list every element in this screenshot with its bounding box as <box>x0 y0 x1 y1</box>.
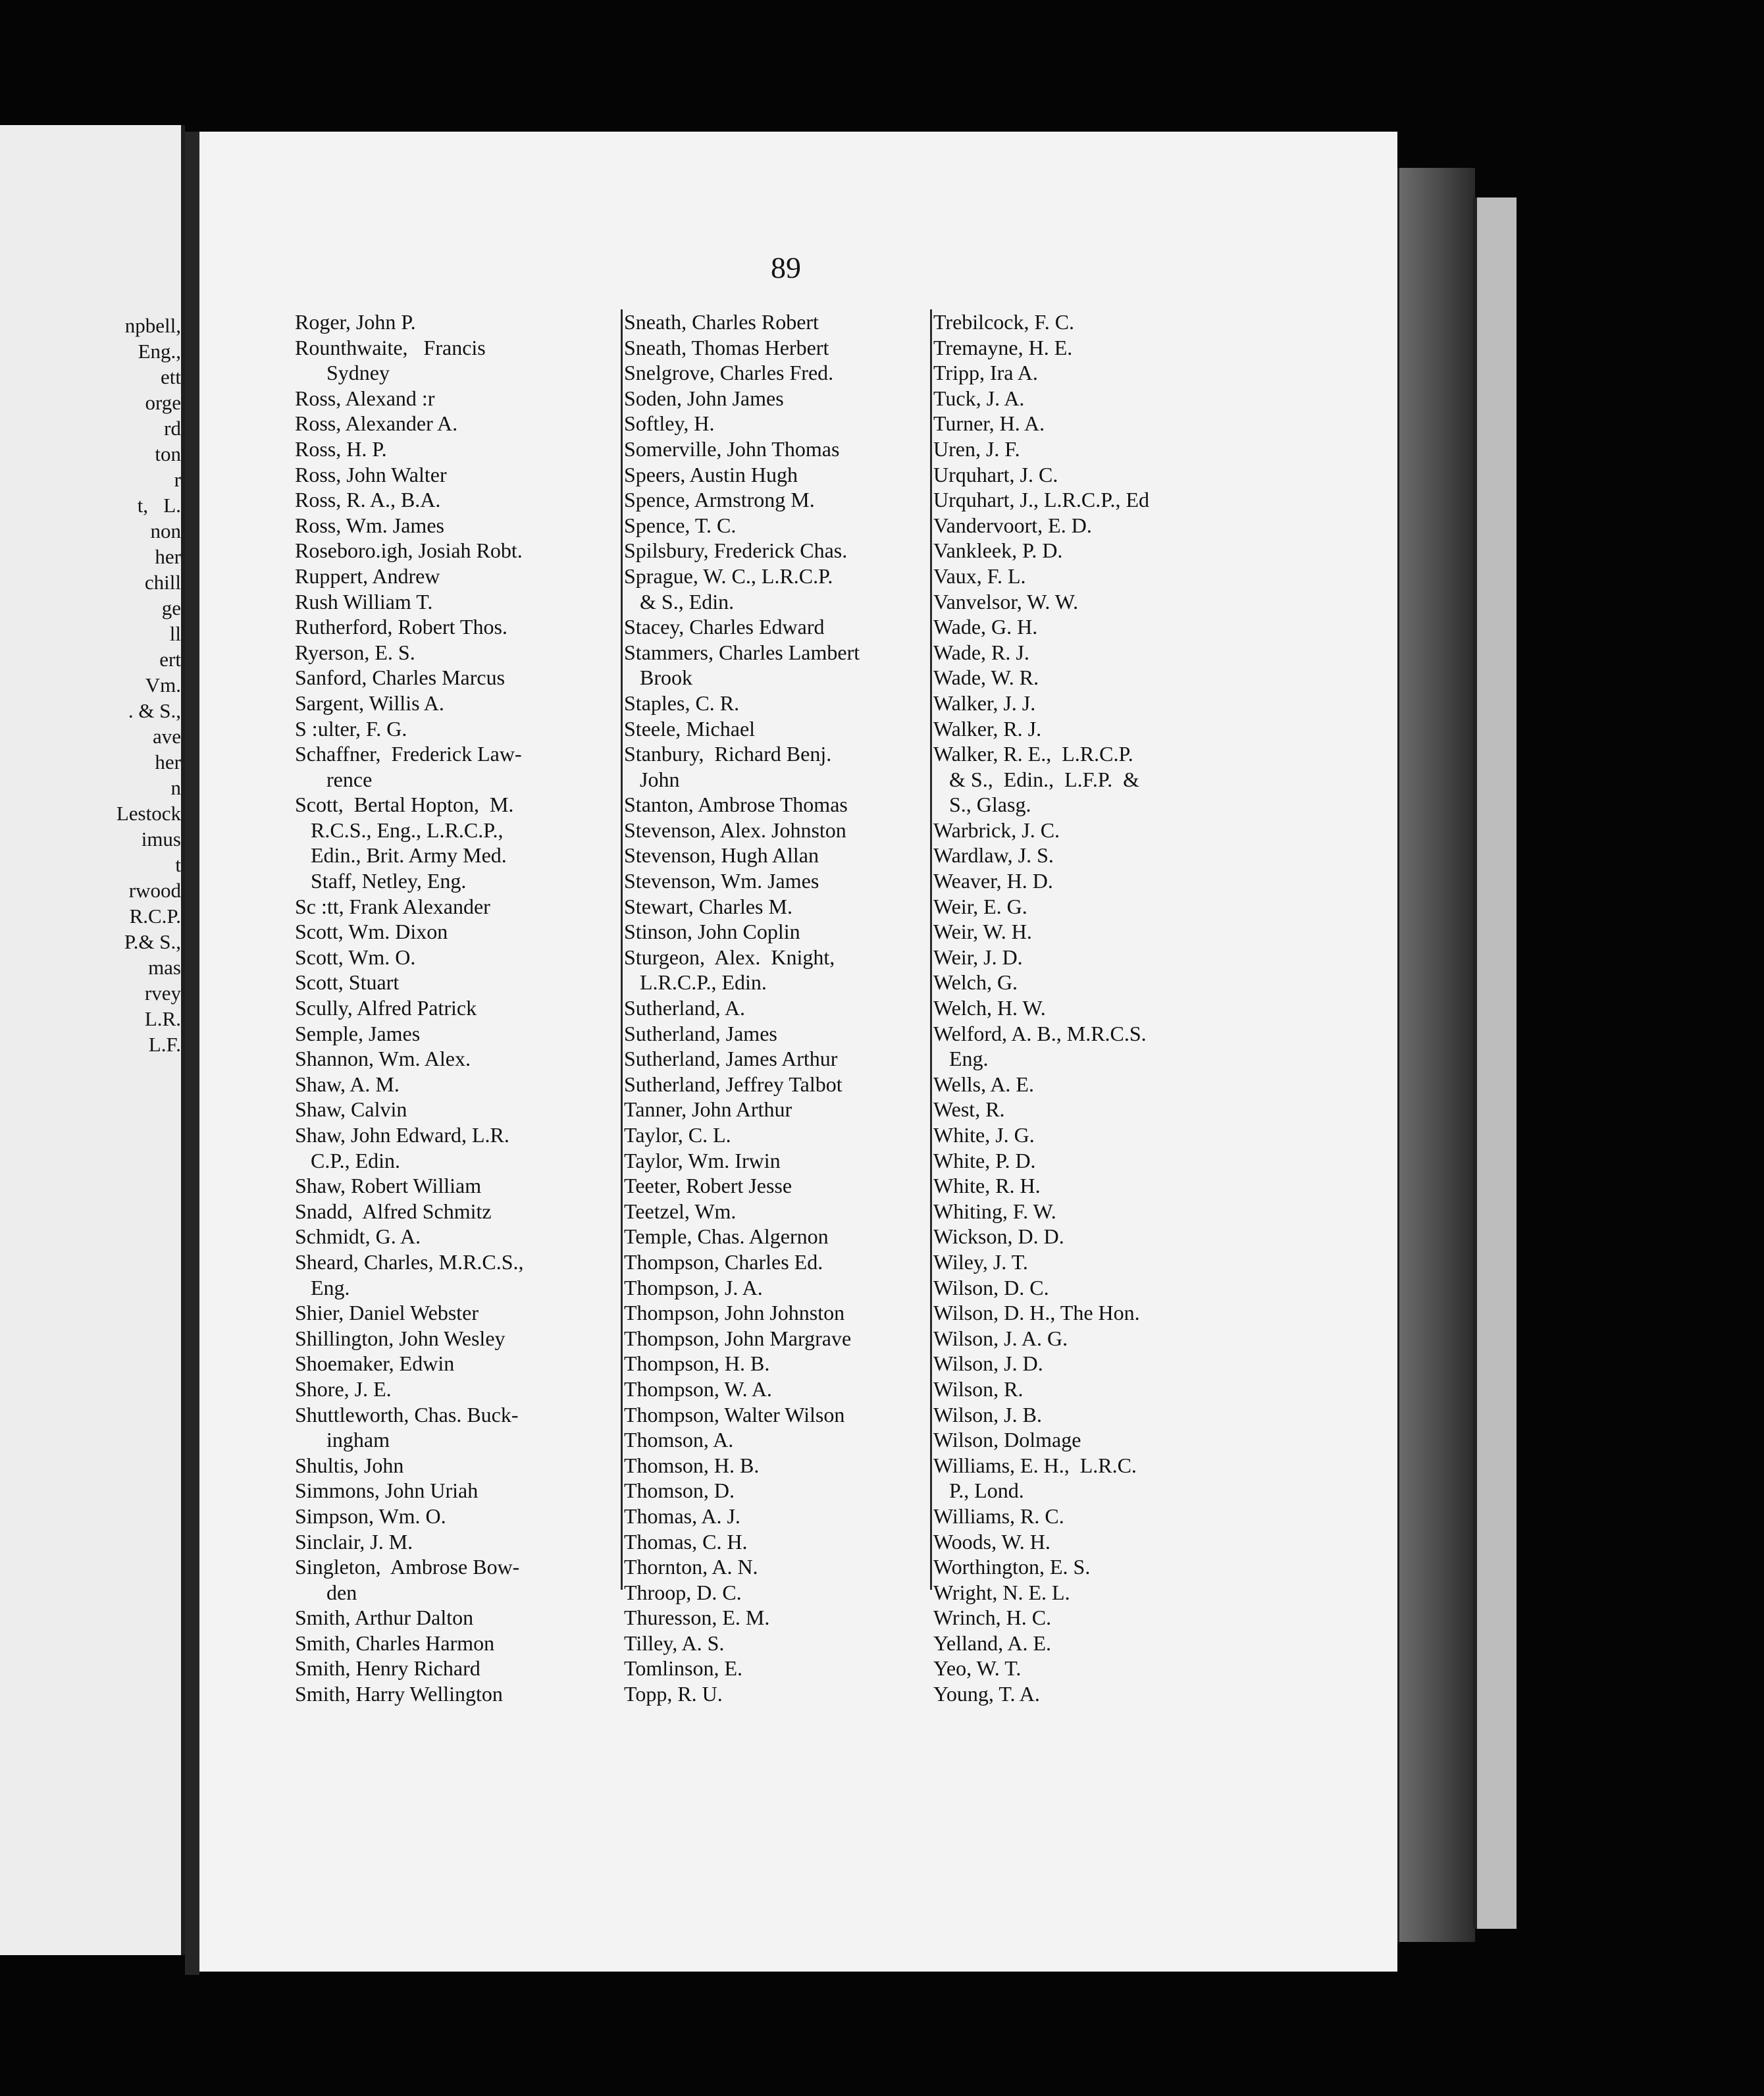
list-item: Stammers, Charles Lambert <box>624 640 860 664</box>
list-item: P., Lond. <box>933 1479 1024 1503</box>
left-fragment-line: her <box>155 545 181 568</box>
list-item: Schaffner, Frederick Law- <box>295 742 522 766</box>
left-fragment-line: non <box>150 519 181 542</box>
list-item: Tremayne, H. E. <box>933 335 1073 359</box>
list-item: Snadd, Alfred Schmitz <box>295 1199 492 1223</box>
list-item: Scott, Wm. O. <box>295 945 416 969</box>
list-item: Wilson, R. <box>933 1376 1024 1401</box>
list-item: Scott, Bertal Hopton, M. <box>295 793 514 817</box>
list-item: Rutherford, Robert Thos. <box>295 615 507 639</box>
list-item: Smith, Charles Harmon <box>295 1631 495 1655</box>
list-item: Wardlaw, J. S. <box>933 843 1054 868</box>
list-item: Smith, Henry Richard <box>295 1656 480 1681</box>
list-item: Wickson, D. D. <box>933 1224 1064 1249</box>
list-item: Sutherland, A. <box>624 996 745 1020</box>
list-item: Spilsbury, Frederick Chas. <box>624 538 848 563</box>
list-item: Stevenson, Alex. Johnston <box>624 818 846 842</box>
list-item: Weir, J. D. <box>933 945 1023 969</box>
left-fragment-line: P.& S., <box>124 930 181 953</box>
left-fragment-line: her <box>155 750 181 773</box>
list-item: Young, T. A. <box>933 1682 1040 1706</box>
list-item: Wilson, D. C. <box>933 1275 1049 1299</box>
list-item: Sneath, Charles Robert <box>624 310 819 334</box>
list-item: Shuttleworth, Chas. Buck- <box>295 1402 519 1427</box>
list-item: Throop, D. C. <box>624 1580 742 1604</box>
list-item: S., Glasg. <box>933 793 1031 817</box>
list-item: Spence, Armstrong M. <box>624 488 815 512</box>
list-item: John <box>624 767 680 791</box>
left-fragment-line: Vm. <box>145 673 181 696</box>
list-item: Ross, Alexander A. <box>295 411 458 436</box>
left-fragment-line: imus <box>141 827 181 851</box>
list-item: Steele, Michael <box>624 716 756 741</box>
list-item: Urquhart, J. C. <box>933 462 1058 486</box>
list-item: Wade, G. H. <box>933 615 1038 639</box>
list-item: Eng. <box>295 1275 350 1299</box>
left-fragment-line: rd <box>164 417 181 440</box>
list-item: Softley, H. <box>624 411 715 436</box>
list-item: Thomson, H. B. <box>624 1453 760 1477</box>
list-item: White, J. G. <box>933 1123 1035 1147</box>
list-item: Soden, John James <box>624 386 784 410</box>
left-fragment-line: L.F. <box>148 1033 181 1056</box>
list-item: Smith, Arthur Dalton <box>295 1606 474 1630</box>
list-item: Sydney <box>295 361 390 385</box>
left-fragment-line: Eng., <box>138 340 181 363</box>
list-item: Walker, R. E., L.R.C.P. <box>933 742 1133 766</box>
left-fragment-line: ge <box>161 596 181 619</box>
left-fragment-line: . & S., <box>128 699 181 722</box>
list-item: Stewart, Charles M. <box>624 894 792 918</box>
left-fragment-line: n <box>170 776 181 799</box>
list-item: Woods, W. H. <box>933 1529 1051 1554</box>
list-item: Brook <box>624 666 692 690</box>
list-item: Sturgeon, Alex. Knight, <box>624 945 835 969</box>
left-fragment-line: ton <box>155 442 181 465</box>
left-fragment-line: ett <box>161 365 181 388</box>
list-item: Wells, A. E. <box>933 1072 1034 1096</box>
list-item: Wade, W. R. <box>933 666 1039 690</box>
list-item: Ross, John Walter <box>295 462 447 486</box>
list-item: Shillington, John Wesley <box>295 1326 506 1350</box>
list-item: Sheard, Charles, M.R.C.S., <box>295 1249 524 1274</box>
left-fragment-line: chill <box>144 571 181 594</box>
list-item: den <box>295 1580 357 1604</box>
list-item: Thornton, A. N. <box>624 1555 758 1579</box>
list-item: Sneath, Thomas Herbert <box>624 335 829 359</box>
list-item: Thompson, Charles Ed. <box>624 1249 823 1274</box>
list-item: Whiting, F. W. <box>933 1199 1056 1223</box>
list-item: Tanner, John Arthur <box>624 1097 792 1122</box>
list-item: Stanton, Ambrose Thomas <box>624 793 848 817</box>
name-column-2 <box>624 309 933 1707</box>
list-item: Taylor, C. L. <box>624 1123 731 1147</box>
left-fragment-line: ert <box>159 648 181 671</box>
list-item: Semple, James <box>295 1021 421 1045</box>
list-item: Welford, A. B., M.R.C.S. <box>933 1021 1147 1045</box>
list-item: Stevenson, Hugh Allan <box>624 843 819 868</box>
list-item: Shore, J. E. <box>295 1376 392 1401</box>
list-item: Shultis, John <box>295 1453 404 1477</box>
list-item: Wilson, J. D. <box>933 1351 1043 1376</box>
list-item: Teetzel, Wm. <box>624 1199 737 1223</box>
left-fragment-line: r <box>174 468 181 491</box>
list-item: & S., Edin., L.F.P. & <box>933 767 1140 791</box>
list-item: C.P., Edin. <box>295 1148 401 1172</box>
list-item: Sprague, W. C., L.R.C.P. <box>624 563 833 588</box>
list-item: Yeo, W. T. <box>933 1656 1022 1681</box>
left-fragment-line: rwood <box>128 879 181 902</box>
list-item: Walker, J. J. <box>933 691 1036 715</box>
list-item: Thompson, J. A. <box>624 1275 763 1299</box>
list-item: Edin., Brit. Army Med. <box>295 843 507 868</box>
list-item: ingham <box>295 1428 390 1452</box>
list-item: Sinclair, J. M. <box>295 1529 413 1554</box>
list-item: Speers, Austin Hugh <box>624 462 798 486</box>
list-item: Sutherland, James <box>624 1021 777 1045</box>
list-item: Schmidt, G. A. <box>295 1224 421 1249</box>
list-item: Tuck, J. A. <box>933 386 1025 410</box>
left-fragment-line: ll <box>169 622 181 645</box>
left-fragment-line: R.C.P. <box>129 904 181 928</box>
left-fragment-line: Lestock <box>116 802 181 825</box>
list-item: Ryerson, E. S. <box>295 640 415 664</box>
left-fragment-line: t <box>175 853 181 876</box>
left-fragment-line: orge <box>145 391 181 414</box>
list-item: Smith, Harry Wellington <box>295 1682 503 1706</box>
page-number: 89 <box>771 251 801 284</box>
list-item: Staples, C. R. <box>624 691 740 715</box>
list-item: Rush William T. <box>295 589 433 614</box>
list-item: Roseboro.igh, Josiah Robt. <box>295 538 523 563</box>
list-item: Somerville, John Thomas <box>624 436 840 461</box>
list-item: Tripp, Ira A. <box>933 361 1038 385</box>
list-item: L.R.C.P., Edin. <box>624 970 767 995</box>
list-item: Thomas, A. J. <box>624 1504 740 1528</box>
list-item: Weaver, H. D. <box>933 869 1053 893</box>
list-item: Simpson, Wm. O. <box>295 1504 446 1528</box>
list-item: Welch, G. <box>933 970 1018 995</box>
list-item: West, R. <box>933 1097 1005 1122</box>
list-item: Thompson, W. A. <box>624 1376 772 1401</box>
list-item: Vaux, F. L. <box>933 563 1026 588</box>
list-item: Thompson, H. B. <box>624 1351 770 1376</box>
list-item: Shaw, A. M. <box>295 1072 400 1096</box>
list-item: Stevenson, Wm. James <box>624 869 819 893</box>
list-item: Shaw, John Edward, L.R. <box>295 1123 509 1147</box>
left-fragment-line: npbell, <box>124 314 181 337</box>
left-fragment-line: ave <box>152 725 181 748</box>
list-item: Shannon, Wm. Alex. <box>295 1047 471 1071</box>
right-page <box>199 132 1397 1972</box>
list-item: Eng. <box>933 1047 989 1071</box>
list-item: Shaw, Robert William <box>295 1174 482 1198</box>
name-column-1 <box>295 309 604 1707</box>
list-item: Temple, Chas. Algernon <box>624 1224 829 1249</box>
list-item: White, R. H. <box>933 1174 1041 1198</box>
list-item: Thompson, John Johnston <box>624 1301 845 1325</box>
list-item: Worthington, E. S. <box>933 1555 1091 1579</box>
list-item: & S., Edin. <box>624 589 735 614</box>
list-item: Vandervoort, E. D. <box>933 513 1092 537</box>
page-edge <box>1397 168 1475 1942</box>
list-item: Urquhart, J., L.R.C.P., Ed <box>933 488 1149 512</box>
list-item: Sanford, Charles Marcus <box>295 666 506 690</box>
list-item: Ross, Wm. James <box>295 513 444 537</box>
list-item: Singleton, Ambrose Bow- <box>295 1555 520 1579</box>
list-item: Tomlinson, E. <box>624 1656 742 1681</box>
list-item: Wilson, D. H., The Hon. <box>933 1301 1140 1325</box>
list-item: Wiley, J. T. <box>933 1249 1028 1274</box>
list-item: Sutherland, Jeffrey Talbot <box>624 1072 843 1096</box>
list-item: Weir, W. H. <box>933 920 1032 944</box>
left-page <box>0 125 185 1955</box>
list-item: R.C.S., Eng., L.R.C.P., <box>295 818 504 842</box>
list-item: Shoemaker, Edwin <box>295 1351 455 1376</box>
list-item: Wrinch, H. C. <box>933 1606 1052 1630</box>
list-item: Thompson, John Margrave <box>624 1326 852 1350</box>
list-item: Trebilcock, F. C. <box>933 310 1075 334</box>
list-item: Ross, Alexand :r <box>295 386 435 410</box>
list-item: Vankleek, P. D. <box>933 538 1063 563</box>
list-item: Wright, N. E. L. <box>933 1580 1070 1604</box>
list-item: Wilson, J. A. G. <box>933 1326 1068 1350</box>
list-item: Roger, John P. <box>295 310 416 334</box>
list-item: Wilson, Dolmage <box>933 1428 1081 1452</box>
list-item: Williams, E. H., L.R.C. <box>933 1453 1137 1477</box>
list-item: Scully, Alfred Patrick <box>295 996 477 1020</box>
list-item: Thomas, C. H. <box>624 1529 748 1554</box>
list-item: Snelgrove, Charles Fred. <box>624 361 834 385</box>
book-gutter <box>185 132 199 1975</box>
list-item: Yelland, A. E. <box>933 1631 1051 1655</box>
list-item: Scott, Stuart <box>295 970 400 995</box>
left-fragment-line: t, L. <box>137 494 181 517</box>
list-item: Sc :tt, Frank Alexander <box>295 894 490 918</box>
list-item: Shier, Daniel Webster <box>295 1301 479 1325</box>
list-item: Warbrick, J. C. <box>933 818 1060 842</box>
list-item: Stacey, Charles Edward <box>624 615 825 639</box>
left-fragment-line: mas <box>148 956 181 979</box>
list-item: Sargent, Willis A. <box>295 691 444 715</box>
list-item: Thuresson, E. M. <box>624 1606 770 1630</box>
column-rule <box>621 309 623 1590</box>
list-item: Taylor, Wm. Irwin <box>624 1148 781 1172</box>
left-page-fragments <box>0 313 181 1057</box>
list-item: Welch, H. W. <box>933 996 1046 1020</box>
list-item: Tilley, A. S. <box>624 1631 725 1655</box>
list-item: Ross, H. P. <box>295 436 387 461</box>
list-item: Vanvelsor, W. W. <box>933 589 1079 614</box>
left-fragment-line: L.R. <box>144 1007 181 1030</box>
list-item: S :ulter, F. G. <box>295 716 407 741</box>
list-item: White, P. D. <box>933 1148 1036 1172</box>
list-item: Walker, R. J. <box>933 716 1042 741</box>
list-item: Ross, R. A., B.A. <box>295 488 441 512</box>
list-item: Sutherland, James Arthur <box>624 1047 838 1071</box>
list-item: Turner, H. A. <box>933 411 1045 436</box>
list-item: Weir, E. G. <box>933 894 1027 918</box>
list-item: Staff, Netley, Eng. <box>295 869 467 893</box>
list-item: rence <box>295 767 373 791</box>
list-item: Shaw, Calvin <box>295 1097 407 1122</box>
list-item: Rounthwaite, Francis <box>295 335 486 359</box>
list-item: Wade, R. J. <box>933 640 1029 664</box>
book-cover-edge <box>1473 197 1517 1929</box>
list-item: Thompson, Walter Wilson <box>624 1402 845 1427</box>
list-item: Wilson, J. B. <box>933 1402 1042 1427</box>
name-column-3 <box>933 309 1262 1707</box>
list-item: Topp, R. U. <box>624 1682 723 1706</box>
list-item: Thomson, D. <box>624 1479 735 1503</box>
list-item: Uren, J. F. <box>933 436 1020 461</box>
left-fragment-line: rvey <box>144 982 181 1005</box>
list-item: Stanbury, Richard Benj. <box>624 742 832 766</box>
list-item: Thomson, A. <box>624 1428 734 1452</box>
list-item: Spence, T. C. <box>624 513 737 537</box>
list-item: Williams, R. C. <box>933 1504 1064 1528</box>
list-item: Ruppert, Andrew <box>295 563 440 588</box>
list-item: Scott, Wm. Dixon <box>295 920 448 944</box>
list-item: Simmons, John Uriah <box>295 1479 479 1503</box>
list-item: Stinson, John Coplin <box>624 920 800 944</box>
list-item: Teeter, Robert Jesse <box>624 1174 792 1198</box>
